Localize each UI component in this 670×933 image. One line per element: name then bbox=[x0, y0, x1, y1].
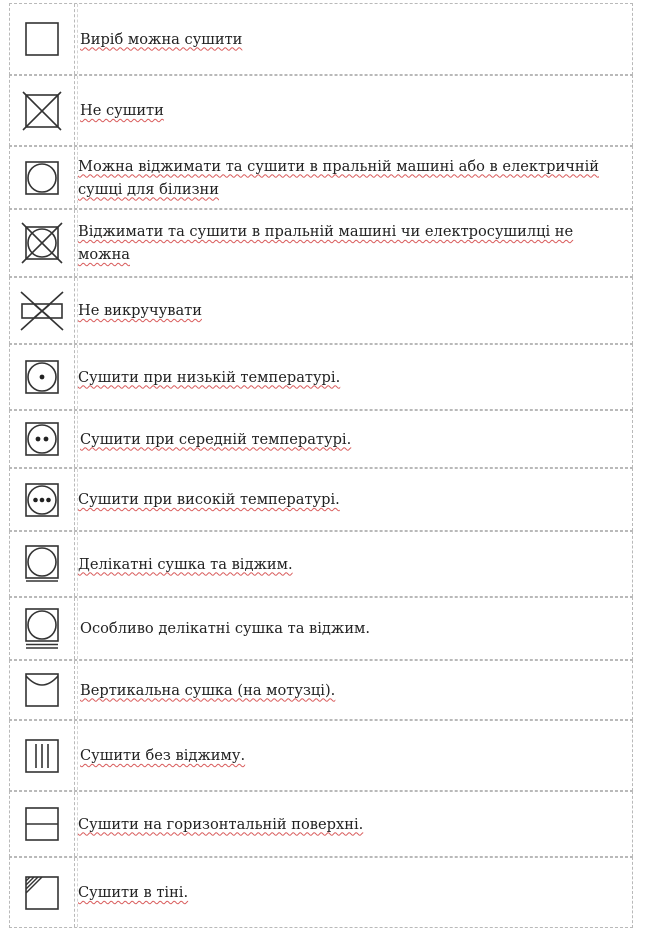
row-description: Сушити при високій температурі. bbox=[78, 491, 340, 508]
tumble-dry-low-icon bbox=[10, 345, 74, 409]
tumble-dry-allowed-icon bbox=[10, 4, 74, 74]
row-description: Віджимати та сушити в пральній машині чи електросушилці не можна bbox=[78, 223, 574, 263]
table-row bbox=[9, 720, 633, 791]
table-row bbox=[9, 344, 633, 410]
drip-dry-icon bbox=[10, 721, 74, 790]
dry-flat-icon bbox=[10, 792, 74, 856]
row-description: Можна віджимати та сушити в пральній машині або в електричній сушці для білизни bbox=[78, 157, 599, 198]
row-description: Особливо делікатні сушка та віджим. bbox=[80, 620, 371, 637]
do-not-tumble-dry-icon bbox=[10, 210, 74, 276]
table-row bbox=[9, 410, 633, 468]
dry-in-shade-icon bbox=[10, 858, 74, 927]
table-row bbox=[9, 531, 633, 597]
table-row bbox=[9, 660, 633, 720]
table-row bbox=[9, 857, 633, 928]
row-description: Не викручувати bbox=[78, 302, 202, 319]
table-row bbox=[9, 75, 633, 146]
table-row bbox=[9, 597, 633, 660]
tumble-dry-high-icon bbox=[10, 469, 74, 530]
drying-symbols-table bbox=[9, 3, 633, 928]
table-row bbox=[9, 146, 633, 209]
row-description: Сушити при середній температурі. bbox=[80, 430, 352, 448]
table-row bbox=[9, 277, 633, 344]
tumble-dry-icon bbox=[10, 147, 74, 208]
row-description: Сушити в тіні. bbox=[78, 884, 189, 901]
row-description: Сушити на горизонтальній поверхні. bbox=[78, 815, 364, 833]
line-dry-icon bbox=[10, 661, 74, 719]
row-description: Не сушити bbox=[80, 102, 164, 119]
tumble-dry-very-gentle-icon bbox=[10, 598, 74, 659]
row-description: Сушити без віджиму. bbox=[80, 747, 246, 764]
table-row bbox=[9, 3, 633, 75]
do-not-wring-icon bbox=[10, 278, 74, 343]
table-row bbox=[9, 468, 633, 531]
row-description: Делікатні сушка та віджим. bbox=[78, 555, 293, 573]
tumble-dry-gentle-icon bbox=[10, 532, 74, 596]
row-description: Вертикальна сушка (на мотузці). bbox=[80, 681, 336, 699]
do-not-dry-icon bbox=[10, 76, 74, 145]
table-row bbox=[9, 791, 633, 857]
table-row bbox=[9, 209, 633, 277]
tumble-dry-medium-icon bbox=[10, 411, 74, 467]
row-description: Сушити при низькій температурі. bbox=[78, 368, 341, 386]
row-description: Виріб можна сушити bbox=[80, 30, 243, 48]
